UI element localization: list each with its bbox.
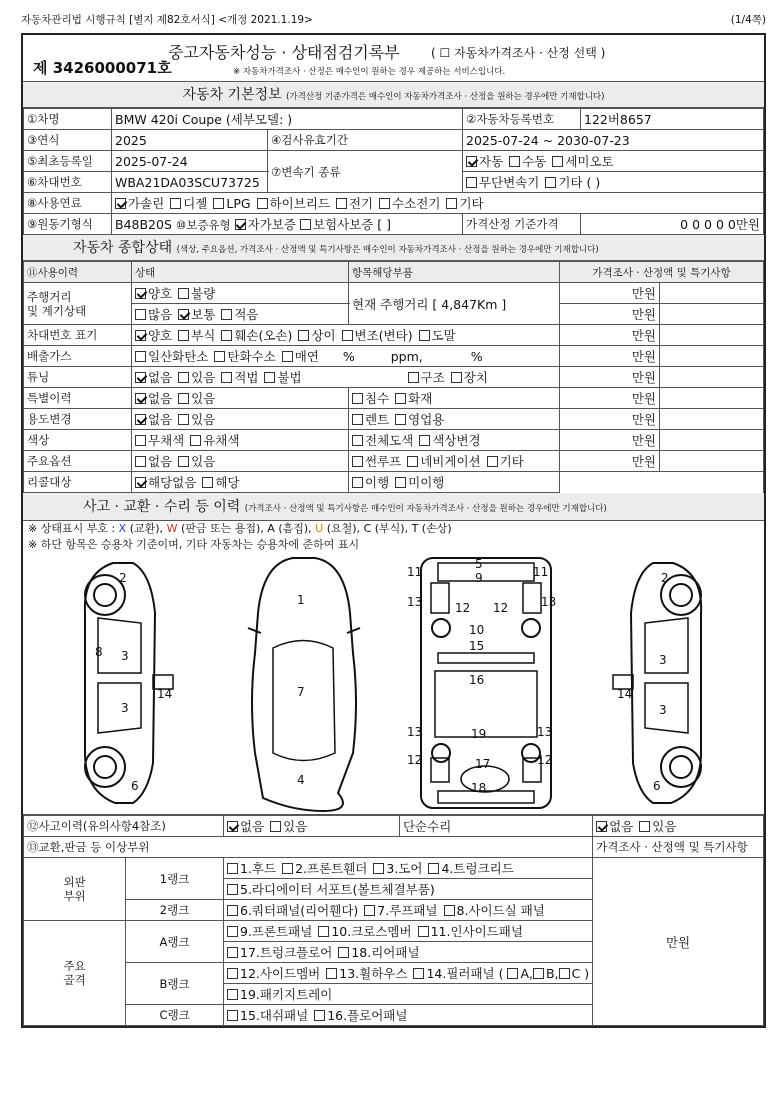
year-label: ③연식 (24, 130, 112, 151)
part-label: 14 (617, 687, 633, 701)
opt-none-checkbox[interactable] (135, 456, 146, 467)
exchange-price-unit: 만원 (593, 858, 764, 1026)
part-label: 12 (537, 753, 553, 767)
doc-subtitle: ※ 자동차가격조사 · 산정은 매수인이 원하는 경우 제공하는 서비스입니다. (233, 67, 506, 77)
rec-notdone-checkbox[interactable] (395, 477, 406, 488)
color-label: 색상 (24, 430, 132, 451)
fuel-electric-checkbox[interactable] (336, 198, 347, 209)
p5-checkbox[interactable] (227, 884, 238, 895)
pB-checkbox[interactable] (533, 968, 544, 979)
part-label: 13 (541, 595, 557, 609)
opt-other-checkbox[interactable] (487, 456, 498, 467)
engine-label: ⑨원동기형식 (24, 214, 112, 235)
em-smoke-checkbox[interactable] (282, 351, 293, 362)
status-heading: 자동차 종합상태 (색상, 주요옵션, 가격조사 · 산정액 및 특기사항은 매수인이 자동차가격조사 · 산정을 원하는 경우에만 기재합니다) (23, 235, 764, 261)
first-reg-value: 2025-07-24 (112, 151, 268, 172)
part-label: 2 (661, 571, 669, 585)
doc-title: 중고자동차성능 · 상태점검기록부 (168, 43, 400, 62)
fuel-label: ⑧사용연료 (24, 193, 112, 214)
part-label: 8 (95, 645, 103, 659)
mileage-bad-checkbox[interactable] (178, 288, 189, 299)
vin-label: ⑥차대번호 (24, 172, 112, 193)
part-label: 10 (469, 623, 485, 637)
part-label: 6 (131, 779, 139, 793)
tun-yes-checkbox[interactable] (178, 372, 189, 383)
vin-mark-label: 차대번호 표기 (24, 325, 132, 346)
current-mileage: 현재 주행거리 [ 4,847Km ] (349, 283, 560, 325)
status-table: ⑪사용이력 상태 항목해당부품 가격조사 · 산정액 및 특기사항 주행거리 및 계기상태 양호 불량 현재 주행거리 [ 4,847Km ] 만원 많음 보통 적음 만원 차대번호 표기 양호 부식 훼손(오손) 상이 변조(변타) 도말 만원 배출가스 일산화탄소 탄화수소 매연 % ppm, % 만원 튜닝 없음 있음 적법 불법 구조 장치 만원 특별이력 없음 있음 침수 화재 만원 용도변경 없음 있음 렌트 영업용 만원 색상 무채색 유채색 전체도색 색상변경 만원 주요옵션 없음 있음 썬루프 네비게이션 기타 만원 리콜대상 해당없음 해당 이행 미이행 (23, 261, 764, 493)
p14-checkbox[interactable] (413, 968, 424, 979)
part-label: 13 (407, 725, 423, 739)
transmission-row2: 무단변속기 기타 ( ) (463, 172, 764, 193)
opt-yes-checkbox[interactable] (178, 456, 189, 467)
tun-device-checkbox[interactable] (451, 372, 462, 383)
sp-yes-checkbox[interactable] (178, 393, 189, 404)
doc-number: 제 3426000071호 (33, 59, 172, 77)
part-label: 12 (407, 753, 423, 767)
p7-checkbox[interactable] (364, 905, 375, 916)
part-label: 7 (297, 685, 305, 699)
part-label: 6 (653, 779, 661, 793)
p1-checkbox[interactable] (227, 863, 238, 874)
col-achro-checkbox[interactable] (135, 435, 146, 446)
col-change-checkbox[interactable] (419, 435, 430, 446)
legend-line: ※ 상태표시 부호 : X (교환), W (판금 또는 용접), A (흠집), U (요철), C (부식), T (손상) (28, 522, 452, 535)
price-option: ( ☐ 자동차가격조사 · 산정 선택 ) (431, 46, 606, 60)
options-label: 주요옵션 (24, 451, 132, 472)
mileage-label: 주행거리 및 계기상태 (24, 283, 132, 325)
engine-value: B48B20S (115, 217, 172, 232)
outer-panel-label: 외판 부위 (24, 858, 126, 921)
sp-none-checkbox[interactable] (135, 393, 146, 404)
fuel-lpg-checkbox[interactable] (213, 198, 224, 209)
part-label: 3 (121, 649, 129, 663)
part-label: 11 (533, 565, 549, 579)
basic-info-heading: 자동차 기본정보 (가격산정 기준가격은 매수인이 자동차가격조사 · 산정을 원하는 경우에만 기재합니다) (23, 82, 764, 108)
vin-good-checkbox[interactable] (135, 330, 146, 341)
engine-warranty: B48B20S ⑩보증유형 자가보증 보험사보증 [ ] (112, 214, 463, 235)
mileage-good-checkbox[interactable] (135, 288, 146, 299)
tuning-label: 튜닝 (24, 367, 132, 388)
rec-done-checkbox[interactable] (352, 477, 363, 488)
part-label: 17 (475, 757, 491, 771)
use-none-checkbox[interactable] (135, 414, 146, 425)
note-line: ※ 하단 항목은 승용차 기준이며, 기타 자동차는 승용차에 준하여 표시 (28, 538, 360, 551)
recall-label: 리콜대상 (24, 472, 132, 493)
vin-rust-checkbox[interactable] (178, 330, 189, 341)
base-price-label: 가격산정 기준가격 (463, 214, 581, 235)
mileage-many-checkbox[interactable] (135, 309, 146, 320)
rec-na-checkbox[interactable] (135, 477, 146, 488)
validity-value: 2025-07-24 ~ 2030-07-23 (463, 130, 764, 151)
p12-checkbox[interactable] (227, 968, 238, 979)
p16-checkbox[interactable] (314, 1010, 325, 1021)
base-price-value: 0 0 0 0 0만원 (581, 214, 764, 235)
transmission-label: ⑦변속기 종류 (268, 151, 463, 193)
rankC-label: C랭크 (126, 1005, 224, 1026)
tun-illegal-checkbox[interactable] (264, 372, 275, 383)
car-name-label: ①차명 (24, 109, 112, 130)
p8-checkbox[interactable] (444, 905, 455, 916)
page-indicator: (1/4쪽) (730, 14, 766, 26)
sp-fire-checkbox[interactable] (395, 393, 406, 404)
part-label: 12 (455, 601, 471, 615)
opt-navi-checkbox[interactable] (407, 456, 418, 467)
emission-label: 배출가스 (24, 346, 132, 367)
major-frame-label: 주요 골격 (24, 921, 126, 1026)
part-label: 3 (659, 653, 667, 667)
left-side-view (85, 563, 173, 803)
part-label: 14 (157, 687, 173, 701)
p9-checkbox[interactable] (227, 926, 238, 937)
transmission-row1: 자동 수동 세미오토 (463, 151, 764, 172)
accident-history-label: ⑫사고이력(유의사항4참조) (24, 816, 224, 837)
part-label: 13 (537, 725, 553, 739)
part-label: 4 (297, 773, 305, 787)
simple-none-checkbox[interactable] (596, 821, 607, 832)
trans-other-checkbox[interactable] (545, 177, 556, 188)
p15-checkbox[interactable] (227, 1010, 238, 1021)
p4-checkbox[interactable] (428, 863, 439, 874)
vin-value: WBA21DA03SCU73725 (112, 172, 268, 193)
rank2-label: 2랭크 (126, 900, 224, 921)
em-hc-checkbox[interactable] (214, 351, 225, 362)
trans-cvt-checkbox[interactable] (466, 177, 477, 188)
price-col-header: 가격조사 · 산정액 및 특기사항 (593, 837, 764, 858)
use-rent-checkbox[interactable] (352, 414, 363, 425)
warranty-self-checkbox[interactable] (235, 219, 246, 230)
fuel-options: 가솔린 디젤 LPG 하이브리드 전기 수소전기 기타 (112, 193, 764, 214)
p18-checkbox[interactable] (338, 947, 349, 958)
exchange-label: ⑬교환,판금 등 이상부위 (24, 837, 593, 858)
accident-heading: 사고 · 교환 · 수리 등 이력 (가격조사 · 산정액 및 특기사항은 매수인이 자동차가격조사 · 산정을 원하는 경우에만 기재합니다) (23, 493, 764, 521)
use-biz-checkbox[interactable] (395, 414, 406, 425)
part-label: 13 (407, 595, 423, 609)
fuel-diesel-checkbox[interactable] (170, 198, 181, 209)
right-side-view (613, 563, 701, 803)
part-label: 15 (469, 639, 485, 653)
car-diagram-area (23, 553, 764, 815)
col-full-checkbox[interactable] (352, 435, 363, 446)
tun-struct-checkbox[interactable] (408, 372, 419, 383)
fuel-other-checkbox[interactable] (446, 198, 457, 209)
part-label: 2 (119, 571, 127, 585)
part-label: 9 (475, 571, 483, 585)
vin-diff-checkbox[interactable] (298, 330, 309, 341)
p3-checkbox[interactable] (373, 863, 384, 874)
car-diagrams (23, 553, 764, 815)
vin-damage-checkbox[interactable] (221, 330, 232, 341)
rec-yes-checkbox[interactable] (202, 477, 213, 488)
p6-checkbox[interactable] (227, 905, 238, 916)
tun-legal-checkbox[interactable] (221, 372, 232, 383)
part-label: 19 (471, 727, 487, 741)
car-name-value: BMW 420i Coupe (세부모델: ) (112, 109, 463, 130)
part-label: 3 (659, 703, 667, 717)
tun-none-checkbox[interactable] (135, 372, 146, 383)
p13-checkbox[interactable] (326, 968, 337, 979)
p17-checkbox[interactable] (227, 947, 238, 958)
part-label: 16 (469, 673, 485, 687)
exchange-table: ⑫사고이력(유의사항4참조) 없음 있음 단순수리 없음 있음 ⑬교환,판금 등 이상부위 가격조사 · 산정액 및 특기사항 외판 부위 1랭크 1.후드 2.프론트휀더 3.도어 4.트렁크리드 만원 5.라디에이터 서포트(볼트체결부품) 2랭크 6.쿼터패널(리어휀다) 7.루프패널 8.사이드실 패널 주요 골격 A랭크 9.프론트패널 10.크로스멤버 11.인사이드패널 17.트렁크플로어 18.리어패널 B랭크 12.사이드멤버 13.휠하우스 14.필러패널 ( A, B, C ) 19.패키지트레이 C랭크 15.대쉬패널 16.플로어패널 (23, 815, 764, 1026)
sp-flood-checkbox[interactable] (352, 393, 363, 404)
rank1-label: 1랭크 (126, 858, 224, 900)
em-co-checkbox[interactable] (135, 351, 146, 362)
part-label: 11 (407, 565, 423, 579)
pC-checkbox[interactable] (559, 968, 570, 979)
trans-auto-checkbox[interactable] (466, 156, 477, 167)
form-regulation: 자동차관리법 시행규칙 [별지 제82호서식] <개정 2021.1.19> (21, 14, 313, 26)
p19-checkbox[interactable] (227, 989, 238, 1000)
validity-label: ④검사유효기간 (268, 130, 463, 151)
warranty-ins-checkbox[interactable] (300, 219, 311, 230)
year-value: 2025 (112, 130, 268, 151)
special-history-label: 특별이력 (24, 388, 132, 409)
part-label: 18 (471, 781, 487, 795)
reg-number-label: ②자동차등록번호 (463, 109, 581, 130)
p11-checkbox[interactable] (418, 926, 429, 937)
part-label: 3 (121, 701, 129, 715)
p2-checkbox[interactable] (282, 863, 293, 874)
acc-yes-checkbox[interactable] (270, 821, 281, 832)
reg-number-value: 122버8657 (581, 109, 764, 130)
fuel-hydrogen-checkbox[interactable] (379, 198, 390, 209)
pA-checkbox[interactable] (507, 968, 518, 979)
trans-manual-checkbox[interactable] (509, 156, 520, 167)
opt-sunroof-checkbox[interactable] (352, 456, 363, 467)
rankA-label: A랭크 (126, 921, 224, 963)
rankB-label: B랭크 (126, 963, 224, 1005)
use-yes-checkbox[interactable] (178, 414, 189, 425)
trans-semi-checkbox[interactable] (552, 156, 563, 167)
col-chro-checkbox[interactable] (190, 435, 201, 446)
fuel-hybrid-checkbox[interactable] (257, 198, 268, 209)
simple-yes-checkbox[interactable] (639, 821, 650, 832)
p10-checkbox[interactable] (318, 926, 329, 937)
mileage-few-checkbox[interactable] (221, 309, 232, 320)
fuel-gasoline-checkbox[interactable] (115, 198, 126, 209)
vin-alter-checkbox[interactable] (342, 330, 353, 341)
basic-info-table (23, 108, 764, 235)
use-change-label: 용도변경 (24, 409, 132, 430)
simple-repair-label: 단순수리 (399, 816, 592, 837)
part-label: 12 (493, 601, 509, 615)
inspection-form (21, 33, 766, 1028)
first-reg-label: ⑤최초등록일 (24, 151, 112, 172)
warranty-label: ⑩보증유형 (175, 218, 231, 232)
mileage-normal-checkbox[interactable] (178, 309, 189, 320)
part-label: 1 (297, 593, 305, 607)
vin-missing-checkbox[interactable] (419, 330, 430, 341)
part-label: 5 (475, 557, 483, 571)
acc-none-checkbox[interactable] (227, 821, 238, 832)
